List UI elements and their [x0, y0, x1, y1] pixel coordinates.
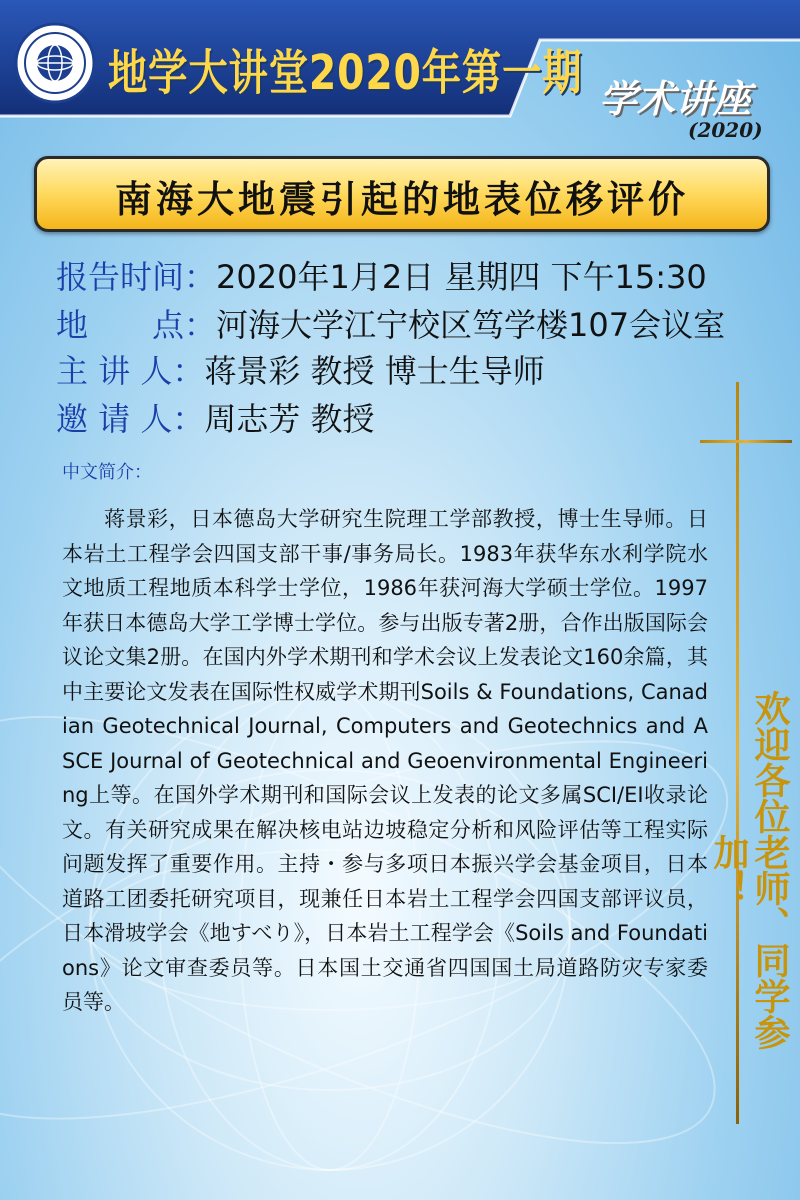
- talk-title: 南海大地震引起的地表位移评价: [115, 178, 689, 221]
- time-label: 报告时间：: [56, 258, 217, 296]
- bio-text: 蒋景彩，日本德岛大学研究生院理工学部教授，博士生导师。日本岩土工程学会四国支部干事/事务局长。1983年获华东水利学院水文地质工程地质本科学士学位，1986年获河海大学硕士学位。1997年获日本德岛大学工学博士学位。参与出版专著2册，合作出版国际会议论文集2册。在国内外学术期刊和学术会议上发表论文160余篇，其中主要论文发表在国际性权威学术期刊Soils & Foundations, Canadian Geotechnical Journal, Computers and Geotechnics and ASCE Journal of Geotechnical and Geoenvironmental Engineering上等。在国外学术期刊和国际会议上发表的论文多属SCI/EI收录论文。有关研究成果在解决核电站边坡稳定分析和风险评估等工程实际问题发挥了重要作用。主持・参与多项日本振兴学会基金项目，日本道路工团委托研究项目，现兼任日本岩土工程学会四国支部评议员，日本滑坡学会《地すべり》，日本岩土工程学会《Soils and Foundations》论文审查委员等。日本国土交通省四国国土局道路防灾专家委员等。: [62, 507, 708, 1014]
- university-logo-icon: [14, 22, 96, 104]
- welcome-message: 欢迎各位老师、同学参加！: [708, 690, 791, 1050]
- info-time: [56, 252, 707, 298]
- inviter-label: 邀 请 人：: [56, 400, 205, 438]
- inviter-value: 周志芳 教授: [204, 400, 375, 438]
- gold-cross-vertical: [736, 382, 739, 1124]
- info-speaker: [56, 346, 545, 392]
- speaker-label: 主 讲 人：: [56, 352, 205, 390]
- speaker-value: 蒋景彩 教授 博士生导师: [204, 352, 545, 390]
- series-title: 地学大讲堂2020年第一期: [108, 45, 583, 101]
- info-place: [56, 300, 725, 346]
- place-value: 河海大学江宁校区笃学楼107会议室: [216, 306, 726, 344]
- lecture-year: (2020): [688, 118, 763, 142]
- lecture-label: 学术讲座: [598, 76, 751, 121]
- bio-heading: 中文简介：: [62, 462, 152, 483]
- gold-cross-horizontal: [700, 440, 792, 443]
- place-label: 地 点：: [56, 306, 217, 344]
- time-value: 2020年1月2日 星期四 下午15:30: [216, 258, 707, 296]
- info-inviter: [56, 394, 375, 440]
